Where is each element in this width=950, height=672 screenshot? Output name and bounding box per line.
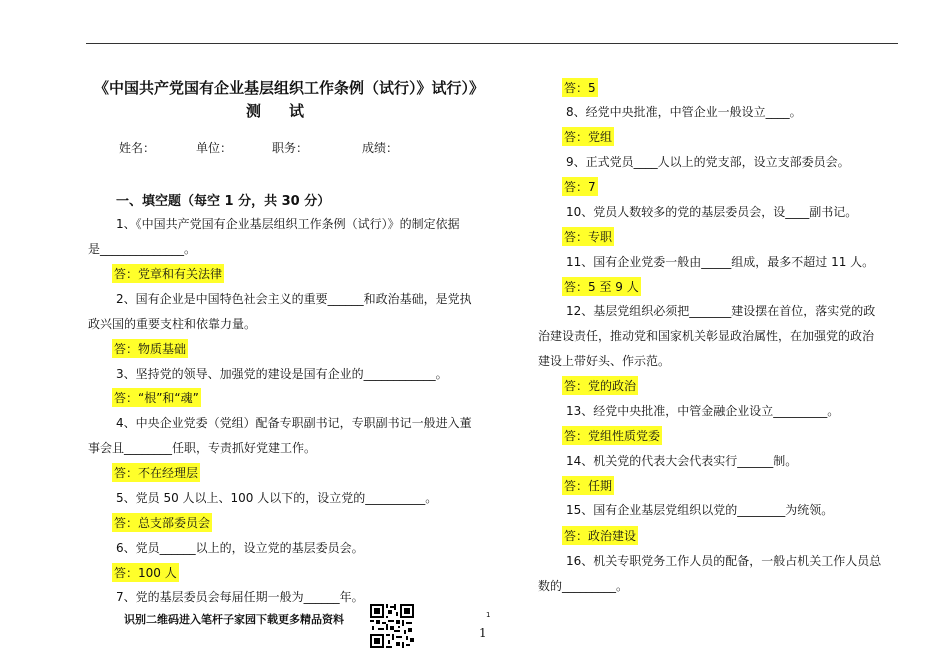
question-line: 10、党员人数较多的党的基层委员会，设____副书记。 bbox=[566, 205, 858, 219]
answer-highlight: 答：100 人 bbox=[112, 563, 179, 582]
question-line: 3、坚持党的领导、加强党的建设是国有企业的____________。 bbox=[116, 367, 448, 381]
question-line: 4、中央企业党委（党组）配备专职副书记，专职副书记一般进入董 bbox=[116, 416, 472, 430]
question-line: 1、《中国共产党国有企业基层组织工作条例（试行）》的制定依据 bbox=[116, 217, 460, 231]
question-line: 7、党的基层委员会每届任期一般为______年。 bbox=[116, 590, 364, 604]
answer-highlight: 答：“根”和“魂” bbox=[112, 388, 201, 407]
question-line: 5、党员 50 人以上、100 人以下的，设立党的__________。 bbox=[116, 491, 438, 505]
answer-highlight: 答：5 bbox=[562, 78, 598, 97]
answer-highlight: 答：任期 bbox=[562, 476, 614, 495]
answer-highlight: 答：党组 bbox=[562, 127, 614, 146]
section-title: 一、填空题（每空 1 分，共 30 分） bbox=[116, 194, 331, 209]
answer-highlight: 答：7 bbox=[562, 177, 598, 196]
question-line: 是______________。 bbox=[88, 242, 197, 256]
question-line: 12、基层党组织必须把_______建设摆在首位，落实党的政 bbox=[566, 304, 876, 318]
question-line: 11、国有企业党委一般由_____组成，最多不超过 11 人。 bbox=[566, 255, 875, 269]
question-line: 事会且________任职，专责抓好党建工作。 bbox=[88, 441, 317, 455]
page-number-small: 1 bbox=[486, 611, 491, 619]
question-line: 6、党员______以上的，设立党的基层委员会。 bbox=[116, 541, 364, 555]
qr-code-icon bbox=[370, 604, 414, 648]
question-line: 9、正式党员____人以上的党支部，设立支部委员会。 bbox=[566, 155, 850, 169]
question-line: 8、经党中央批准，中管企业一般设立____。 bbox=[566, 105, 802, 119]
page-number: 1 bbox=[479, 626, 487, 640]
question-line: 14、机关党的代表大会代表实行______制。 bbox=[566, 454, 798, 468]
answer-highlight: 答：党组性质党委 bbox=[562, 426, 662, 445]
name-label: 姓名： bbox=[119, 141, 156, 155]
question-line: 2、国有企业是中国特色社会主义的重要______和政治基础，是党执 bbox=[116, 292, 472, 306]
answer-highlight: 答：党章和有关法律 bbox=[112, 264, 224, 283]
question-line: 15、国有企业基层党组织以党的________为统领。 bbox=[566, 503, 834, 517]
document-subtitle: 测试 bbox=[245, 102, 332, 120]
header-rule bbox=[86, 43, 898, 44]
answer-highlight: 答：政治建设 bbox=[562, 526, 638, 545]
answer-highlight: 答：党的政治 bbox=[562, 376, 638, 395]
question-line: 16、机关专职党务工作人员的配备，一般占机关工作人员总 bbox=[566, 554, 882, 568]
answer-highlight: 答：不在经理层 bbox=[112, 463, 200, 482]
question-line: 数的_________。 bbox=[538, 579, 629, 593]
question-line: 建设上带好头、作示范。 bbox=[538, 354, 671, 368]
position-label: 职务： bbox=[272, 141, 309, 155]
answer-highlight: 答：总支部委员会 bbox=[112, 513, 212, 532]
question-line: 政兴国的重要支柱和依靠力量。 bbox=[88, 317, 257, 331]
unit-label: 单位： bbox=[196, 141, 233, 155]
question-line: 治建设责任，推动党和国家机关彰显政治属性，在加强党的政治 bbox=[538, 329, 875, 343]
document-title: 《中国共产党国有企业基层组织工作条例（试行）》试行）》 bbox=[93, 79, 484, 97]
question-line: 13、经党中央批准，中管金融企业设立_________。 bbox=[566, 404, 840, 418]
answer-highlight: 答：物质基础 bbox=[112, 339, 188, 358]
qr-promo-text: 识别二维码进入笔杆子家园下载更多精品资料 bbox=[124, 613, 344, 626]
answer-highlight: 答：专职 bbox=[562, 227, 614, 246]
score-label: 成绩： bbox=[362, 141, 399, 155]
answer-highlight: 答：5 至 9 人 bbox=[562, 277, 641, 296]
